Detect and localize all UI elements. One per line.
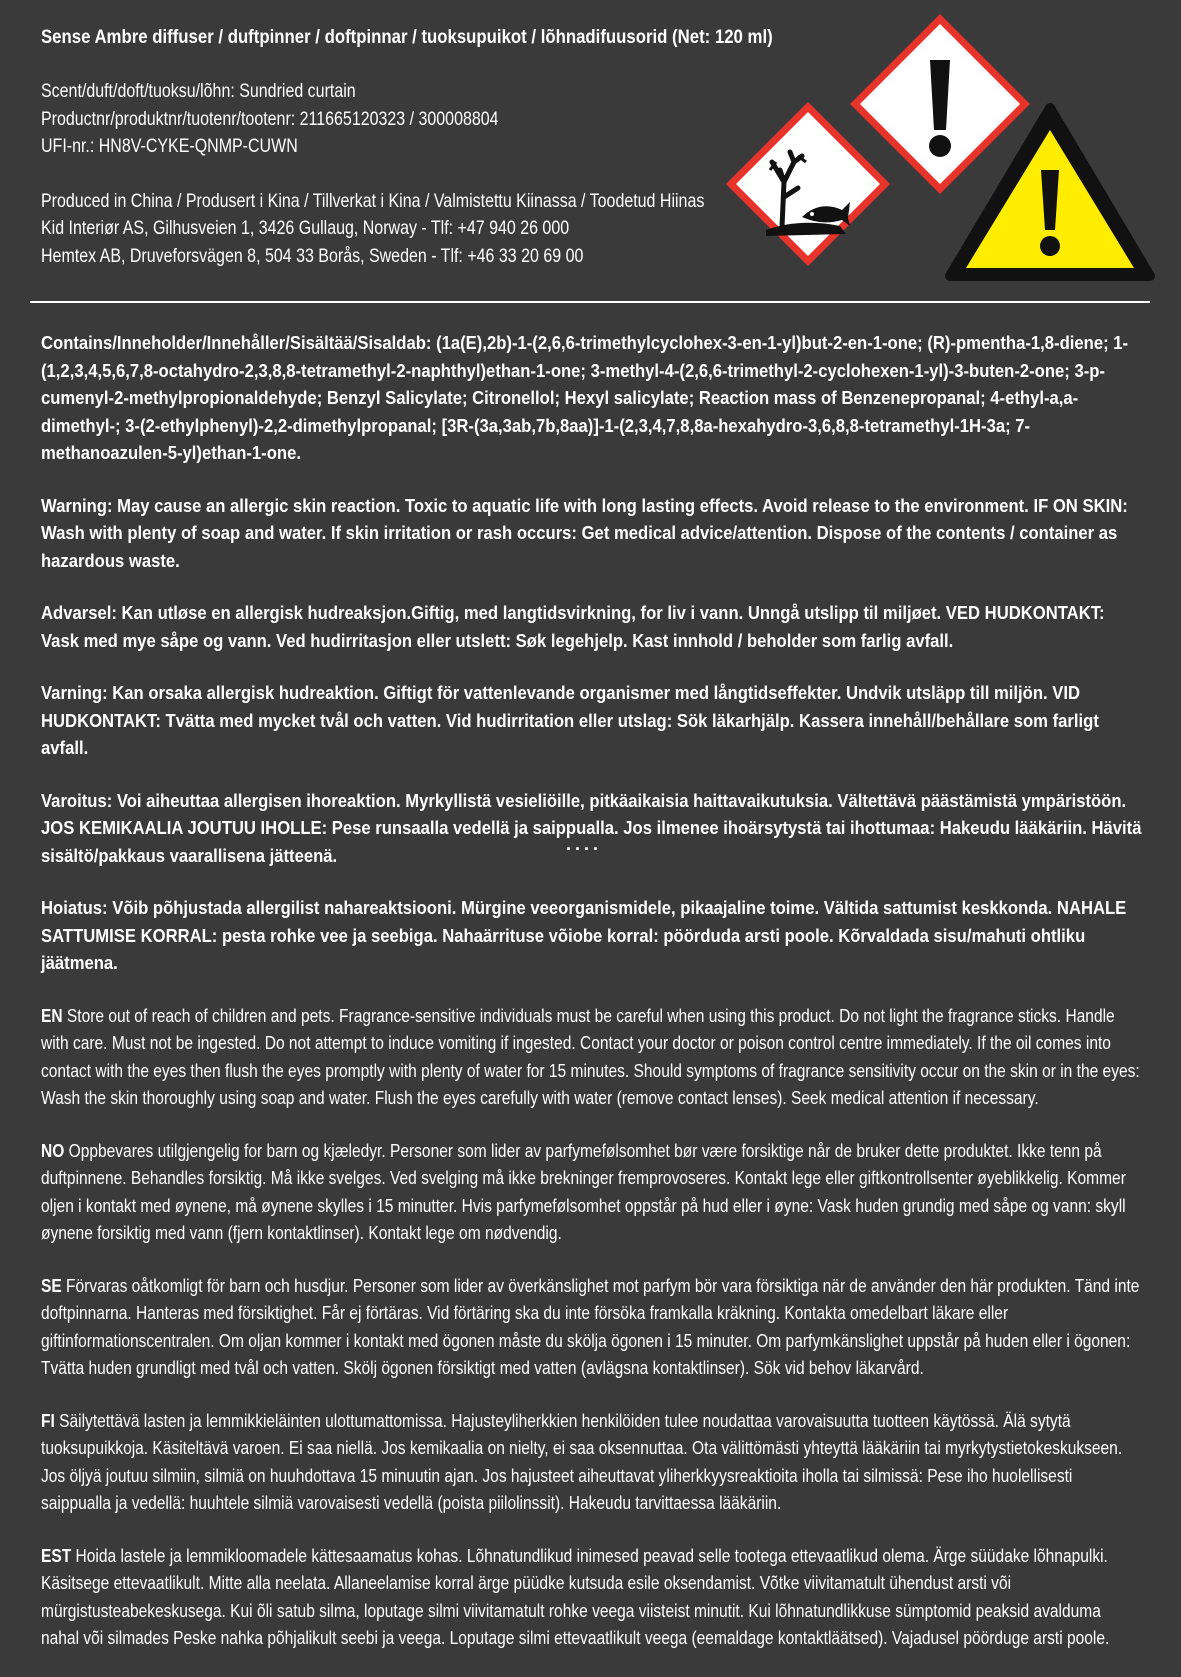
lang-code-se: SE [41, 1274, 62, 1296]
warning-english: Warning: May cause an allergic skin reaction. Toxic to aquatic life with long lasting effects. Avoid release to the environment. IF ON SKIN: Wash with plenty of soap and water. If skin irritation or rash occurs: Get medical advice/attention. Dispose of the contents / container as hazardous waste. [41, 494, 1128, 571]
ufi-line: UFI-nr.: HN8V-CYKE-QNMP-CUWN [41, 135, 298, 157]
instructions-swedish [41, 1272, 1141, 1382]
product-number-line: Productnr/produktnr/tuotenr/tootenr: 211665120323 / 300008804 [41, 107, 499, 130]
instructions-estonian [41, 1542, 1141, 1652]
label-body [41, 329, 1141, 1677]
address-sweden: Hemtex AB, Druveforsvägen 8, 504 33 Borås, Sweden - Tlf: +46 33 20 69 00 [41, 244, 584, 267]
separator-dots: .... [566, 834, 603, 854]
instructions-finnish [41, 1407, 1141, 1517]
instructions-english-text: Store out of reach of children and pets. Fragrance-sensitive individuals must be careful when using this product. Do not light the fragrance sticks. Handle with care. Must not be ingested. Do not attempt to induce vomiting if ingested. Contact your doctor or poison control centre immediately. If the oil comes into contact with the eyes then flush the eyes promptly with plenty of water for 15 minutes. Should symptoms of fragrance sensitivity occur on the skin or in the eyes: Wash the skin thoroughly using soap and water. Flush the eyes carefully with water (remove contact lenses). Seek medical attention if necessary. [41, 1004, 1140, 1108]
warning-finnish: Varoitus: Voi aiheuttaa allergisen ihoreaktion. Myrkyllistä vesieliöille, pitkäaikaisia haittavaikutuksia. Vältettävä päästämistä ympäristöön. JOS KEMIKAALIA JOUTUU IHOLLE: Pese runsaalla vedellä ja saippualla. Jos ilmenee ihoärsytystä tai ihottumaa: Hakeudu lääkäriin. Hävitä sisältö/pakkaus vaarallisena jätteenä. [41, 789, 1142, 866]
instructions-norwegian [41, 1137, 1141, 1247]
address-norway: Kid Interiør AS, Gilhusveien 1, 3426 Gullaug, Norway - Tlf: +47 940 26 000 [41, 217, 570, 239]
instructions-estonian-text: Hoida lastele ja lemmikloomadele kättesaamatus kohas. Lõhnatundlikud inimesed peavad selle tootega ettevaatlikud olema. Ärge süüdake lõhnapulki. Käsitsege ettevaatlikult. Mitte alla neelata. Allaneelamise korral ärge püüdke kutsuda esile oksendamist. Võtke viivitamatult ühendust arsti või mürgistusteabekeskusega. Kui õli satub silma, loputage silmi viivitamatult rohke veega viisteist minutit. Kui lõhnatundlikkuse sümptomid peaksid avalduma nahal või silmades Peske nahka põhjalikult seebi ja veega. Loputage silmi ettevaatlikult veega (eemaldage kontaktläätsed). Vajadusel pöörduge arsti poole. [41, 1544, 1110, 1648]
hazard-pictograms [710, 12, 1180, 292]
lang-code-fi: FI [41, 1409, 55, 1431]
instructions-swedish-text: Förvaras oåtkomligt för barn och husdjur. Personer som lider av överkänslighet mot parfym bör vara försiktiga när de använder den här produkten. Tänd inte doftpinnarna. Hanteras med försiktighet. Får ej förtäras. Vid förtäring ska du inte försöka framkalla kräkning. Kontakta omedelbart läkare eller giftinformationscentralen. Om oljan kommer i kontakt med ögonen måste du skölja ögonen i 15 minuter. Om parfymkänslighet uppstår på huden eller i ögonen: Tvätta huden grundligt med tvål och vatten. Skölj ögonen försiktigt med vatten (avlägsna kontaktlinser). Sök vid behov läkarvård. [41, 1274, 1140, 1378]
warning-swedish: Varning: Kan orsaka allergisk hudreaktion. Giftigt för vattenlevande organismer med långtidseffekter. Undvik utsläpp till miljön. VID HUDKONTAKT: Tvätta med mycket tvål och vatten. Vid hudirritation eller utslag: Sök läkarhjälp. Kassera innehåll/behållare som farligt avfall. [41, 682, 1099, 758]
lang-code-en: EN [41, 1004, 63, 1026]
label-header [41, 24, 773, 270]
instructions-norwegian-text: Oppbevares utilgjengelig for barn og kjæledyr. Personer som lider av parfymefølsomhet bør være forsiktige når de bruker dette produktet. Ikke tenn på duftpinnene. Behandles forsiktig. Må ikke svelges. Ved svelging må ikke brekninger fremprovoseres. Kontakt lege eller giftkontrollsenter øyeblikkelig. Kommer oljen i kontakt med øynene, må øynene skylles i 15 minutter. Hvis parfymefølsomhet oppstår på hud eller i øyne: Vask huden grundig med såpe og vann: skyll øynene forsiktig med vann (fjern kontaktlinser). Kontakt lege om nødvendig. [41, 1139, 1126, 1243]
warning-estonian: Hoiatus: Võib põhjustada allergilist nahareaktsiooni. Mürgine veeorganismidele, pikaajaline toime. Vältida sattumist keskkonda. NAHALE SATTUMISE KORRAL: pesta rohke vee ja seebiga. Nahaärrituse võiobe korral: pöörduda arsti poole. Kõrvaldada sisu/mahuti ohtliku jäätmena. [41, 897, 1127, 973]
product-title: Sense Ambre diffuser / duftpinner / doftpinnar / tuoksupuikot / lõhnadifuusorid (Net: 120 ml) [41, 26, 773, 48]
lang-code-est: EST [41, 1544, 72, 1566]
header-divider [30, 301, 1150, 303]
scent-line: Scent/duft/doft/tuoksu/lõhn: Sundried curtain [41, 80, 356, 102]
warning-norwegian: Advarsel: Kan utløse en allergisk hudreaksjon.Giftig, med langtidsvirkning, for liv i vann. Unngå utslipp til miljøet. VED HUDKONTAKT: Vask med mye såpe og vann. Ved hudirritasjon eller utslett: Søk legehjelp. Kast innhold / beholder som farlig avfall. [41, 602, 1105, 651]
instructions-finnish-text: Säilytettävä lasten ja lemmikkieläinten ulottumattomissa. Hajusteyliherkkien henkilöiden tulee noudattaa varovaisuutta tuotteen käytössä. Älä sytytä tuoksupuikkoja. Käsiteltävä varoen. Ei saa niellä. Jos kemikaalia on nielty, ei saa oksennuttaa. Ota välittömästi yhteyttä lääkäriin tai myrkytystietokeskukseen. Jos öljyä joutuu silmiin, silmiä on huuhdottava 15 minuutin ajan. Jos hajusteet aiheuttavat yliherkkyysreaktioita iholla tai silmissä: Pese iho huolellisesti saippualla ja vedellä: huuhtele silmiä varovaisesti vedellä (poista piilolinssit). Hakeudu tarvittaessa lääkäriin. [41, 1409, 1123, 1513]
exclamation-mark-icon [850, 14, 1030, 194]
lang-code-no: NO [41, 1139, 65, 1161]
produced-in-line: Produced in China / Produsert i Kina / Tillverkat i Kina / Valmistettu Kiinassa / Toodetud Hiinas [41, 189, 705, 212]
environment-hazard-icon [726, 102, 890, 266]
contains-paragraph: Contains/Inneholder/Innehåller/Sisältää/Sisaldab: (1a(E),2b)-1-(2,6,6-trimethylcyclohex-3-en-1-yl)but-2-en-1-one; (R)-pmentha-1,8-diene; 1-(1,2,3,4,5,6,7,8-octahydro-2,3,8,8-tetramethyl-2-naphthyl)ethan-1-one; 3-methyl-4-(2,6,6-trimethyl-2-cyclohexen-1-yl)-3-buten-2-one; 3-p-cumenyl-2-methylpropionaldehyde; Benzyl Salicylate; Citronellol; Hexyl salicylate; Reaction mass of Benzenepropanal; 4-ethyl-a,a-dimethyl-; 3-(2-ethylphenyl)-2,2-dimethylpropanal; [3R-(3a,3ab,7b,8aa)]-1-(2,3,4,7,8,8a-hexahydro-3,6,8,8-tetramethyl-1H-3a; 7-methanoazulen-5-yl)ethan-1-one. [41, 332, 1129, 463]
instructions-english [41, 1002, 1141, 1112]
